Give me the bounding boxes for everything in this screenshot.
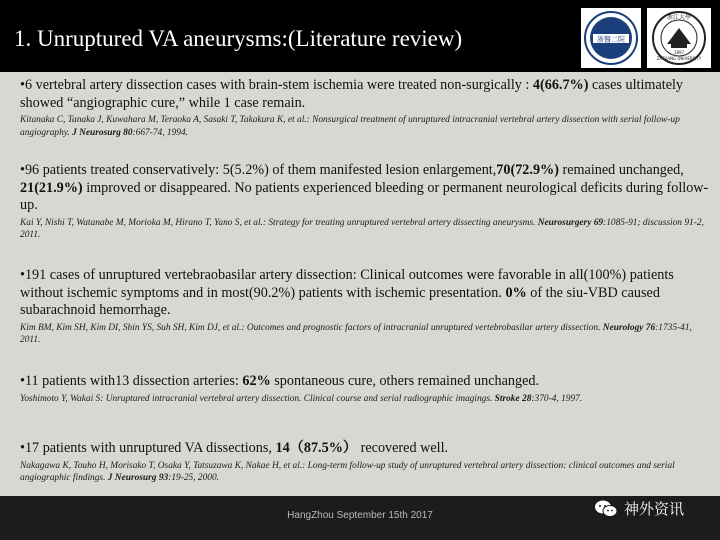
summary-text: improved or disappeared. No patients experienced bleeding or permanent neurological deficits during follow-up. <box>20 179 709 213</box>
summary-text: recovered well. <box>357 440 449 456</box>
reference-authors: Yoshimoto Y, Wakai S: Unruptured intracranial vertebral artery dissection. Clinical course and serial radiographic imagings. <box>20 393 495 404</box>
summary-text: •191 cases of unruptured vertebraobasilar artery dissection: Clinical outcomes were favorable in all(100%) patients without ischemic symptoms and in most(90.2%) patients with ischemic presentation. <box>20 267 674 301</box>
hospital-logo <box>581 8 641 68</box>
summary-text: cases ultimately showed “angiographic cure,” while 1 case remain. <box>20 77 684 111</box>
entry-summary <box>20 440 710 458</box>
reference-pages: :667-74, 1994. <box>132 127 188 138</box>
reference-journal: Stroke 28 <box>494 393 532 404</box>
summary-text: spontaneous cure, others remained unchanged. <box>270 373 540 389</box>
summary-highlight: 21(21.9%) <box>20 179 83 196</box>
entry-summary <box>20 77 710 112</box>
summary-text: remained unchanged, <box>558 162 684 178</box>
summary-text: •17 patients with unruptured VA dissections, <box>20 440 276 456</box>
literature-entry-4 <box>20 373 710 405</box>
summary-highlight: 70(72.9%) <box>496 162 559 178</box>
summary-highlight: 0% <box>505 284 527 301</box>
reference-journal: J Neurosurg 93 <box>107 473 169 483</box>
reference-pages: :370-4, 1997. <box>531 393 583 404</box>
summary-text: of the siu-VBD caused subarachnoid hemorrhage. <box>20 284 660 318</box>
summary-text: •96 patients treated conservatively: 5(5.2%) of them manifested lesion enlargement, <box>20 162 497 178</box>
hospital-seal-icon <box>581 8 641 68</box>
literature-entry-2 <box>20 162 710 242</box>
university-logo-subtext: ZHEJIANG UNIVERSITY <box>656 56 702 61</box>
entry-reference <box>20 322 710 347</box>
footer-date: HangZhou September 15th 2017 <box>287 510 433 521</box>
university-logo-year: 1897 <box>673 50 685 55</box>
reference-journal: J Neurosurg 80 <box>72 127 133 138</box>
reference-authors: Kai Y, Nishi T, Watanabe M, Morioka M, Hirano T, Yano S, et al.: Strategy for treating unruptured vertebral artery dissecting aneurysms. <box>20 217 538 228</box>
entry-summary <box>20 373 710 391</box>
reference-journal: Neurosurgery 69 <box>537 217 604 228</box>
reference-authors: Kim BM, Kim SH, Kim DI, Shin YS, Suh SH, Kim DJ, et al.: Outcomes and prognostic factors of intracranial unruptured vertebrobasilar artery dissection. <box>20 322 603 333</box>
slide-header <box>0 0 720 72</box>
literature-entry-1 <box>20 77 710 139</box>
entry-reference <box>20 393 710 406</box>
reference-authors: Kitanaka C, Tanaka J, Kuwahara M, Teraoka A, Sasaki T, Takakura K, et al.: Nonsurgical treatment of unruptured intracranial vertebral artery dissection with serial follow-up angiography. <box>20 115 680 138</box>
university-seal-icon <box>647 8 711 68</box>
university-logo <box>647 8 711 68</box>
reference-journal: Neurology 76 <box>602 322 656 333</box>
slide-title: 1. Unruptured VA aneurysms:(Literature review) <box>14 26 463 51</box>
reference-pages: :19-25, 2000. <box>168 473 219 483</box>
slide-content <box>0 72 720 496</box>
entry-summary <box>20 162 710 215</box>
wechat-icon <box>594 499 618 519</box>
university-logo-text: 浙江大學 <box>666 14 692 21</box>
entry-reference <box>20 217 710 242</box>
reference-pages: :1085-91; discussion 91-2, 2011. <box>20 217 704 240</box>
reference-pages: :1735-41, 2011. <box>20 322 692 345</box>
summary-text: •6 vertebral artery dissection cases with brain-stem ischemia were treated non-surgically : <box>20 77 533 93</box>
entry-summary <box>20 267 710 320</box>
entry-reference <box>20 460 710 485</box>
watermark-text: 神外资讯 <box>624 500 685 518</box>
hospital-logo-text: 浙醫二院 <box>597 35 625 44</box>
summary-highlight: 14（87.5%） <box>275 440 358 456</box>
literature-entry-5 <box>20 440 710 485</box>
summary-highlight: 62% <box>242 373 271 389</box>
literature-entry-3 <box>20 267 710 347</box>
entry-reference <box>20 114 710 139</box>
summary-highlight: 4(66.7%) <box>532 77 589 93</box>
summary-text: •11 patients with13 dissection arteries: <box>20 373 243 389</box>
wechat-watermark <box>594 498 684 519</box>
reference-authors: Nakagawa K, Touho H, Morisako T, Osaka Y, Tatsuzawa K, Nakae H, et al.: Long-term follow-up study of unruptured vertebral artery dissection: clinical outcomes and serial angiographic findings. <box>20 460 675 483</box>
